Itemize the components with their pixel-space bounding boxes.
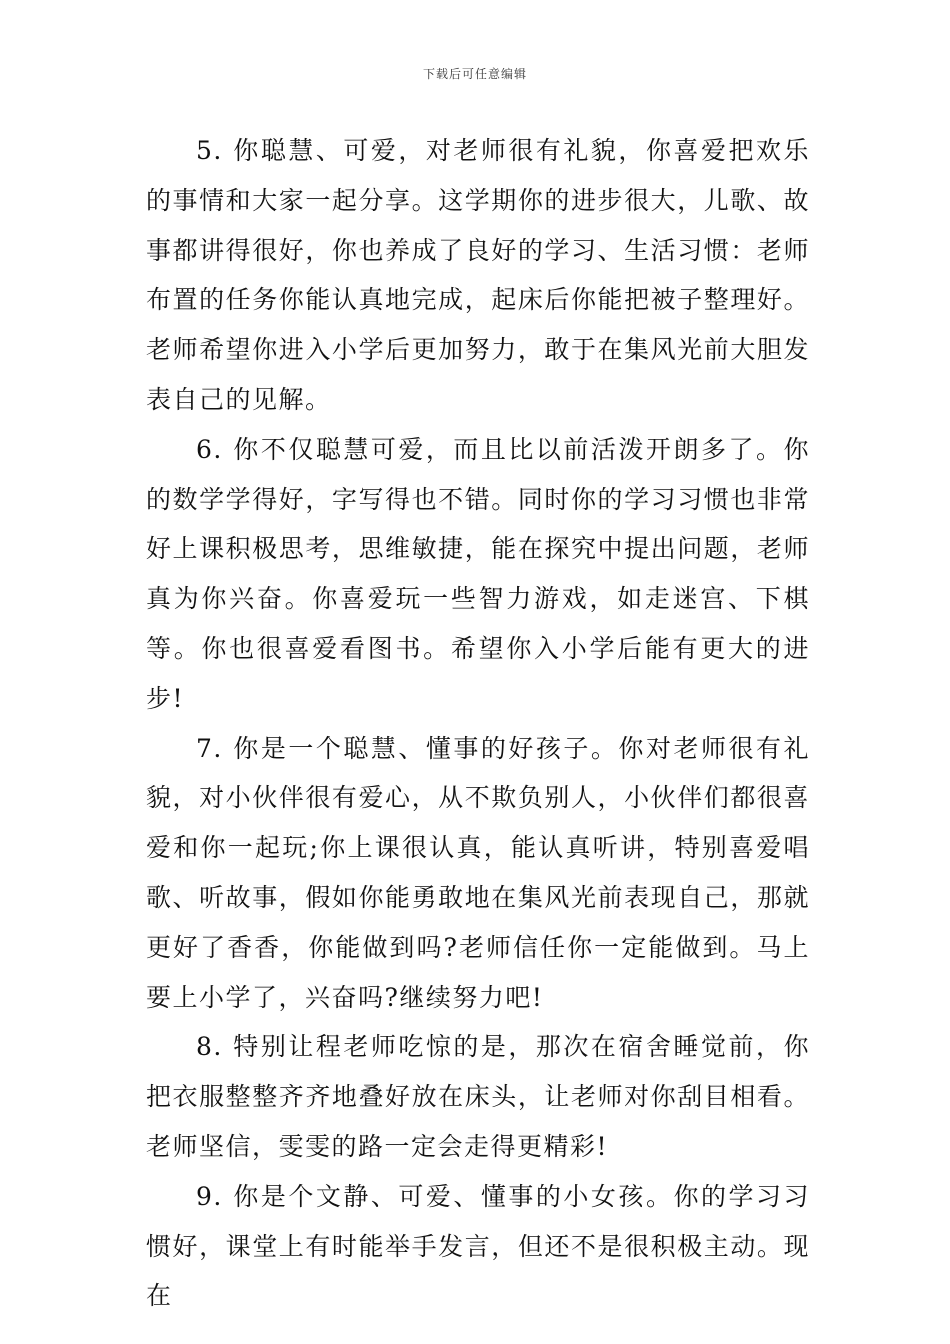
page-header: 下载后可任意编辑 <box>422 67 527 81</box>
paragraph-8: 8. 特别让程老师吃惊的是，那次在宿舍睡觉前，你把衣服整整齐齐地叠好放在床头，让老师对你刮目相看。老师坚信，雯雯的路一定会走得更精彩! <box>146 1032 810 1161</box>
paragraph-7: 7. 你是一个聪慧、懂事的好孩子。你对老师很有礼貌，对小伙伴很有爱心，从不欺负别人，小伙伴们都很喜爱和你一起玩;你上课很认真，能认真听讲，特别喜爱唱歌、听故事，假如你能勇敢地在集风光前表现自己，那就更好了香香，你能做到吗?老师信任你一定能做到。马上要上小学了，兴奋吗?继续努力吧! <box>146 733 810 1012</box>
document-body <box>146 126 810 1321</box>
paragraph-9: 9. 你是个文静、可爱、懂事的小女孩。你的学习习惯好，课堂上有时能举手发言，但还不是很积极主动。现在 <box>146 1181 810 1311</box>
paragraph-6: 6. 你不仅聪慧可爱，而且比以前活泼开朗多了。你的数学学得好，字写得也不错。同时你的学习习惯也非常好上课积极思考，思维敏捷，能在探究中提出问题，老师真为你兴奋。你喜爱玩一些智力游戏，如走迷宫、下棋等。你也很喜爱看图书。希望你入小学后能有更大的进步! <box>146 434 810 713</box>
paragraph-5: 5. 你聪慧、可爱，对老师很有礼貌，你喜爱把欢乐的事情和大家一起分享。这学期你的进步很大，儿歌、故事都讲得很好，你也养成了良好的学习、生活习惯：老师布置的任务你能认真地完成，起床后你能把被子整理好。老师希望你进入小学后更加努力，敢于在集风光前大胆发表自己的见解。 <box>146 136 810 414</box>
